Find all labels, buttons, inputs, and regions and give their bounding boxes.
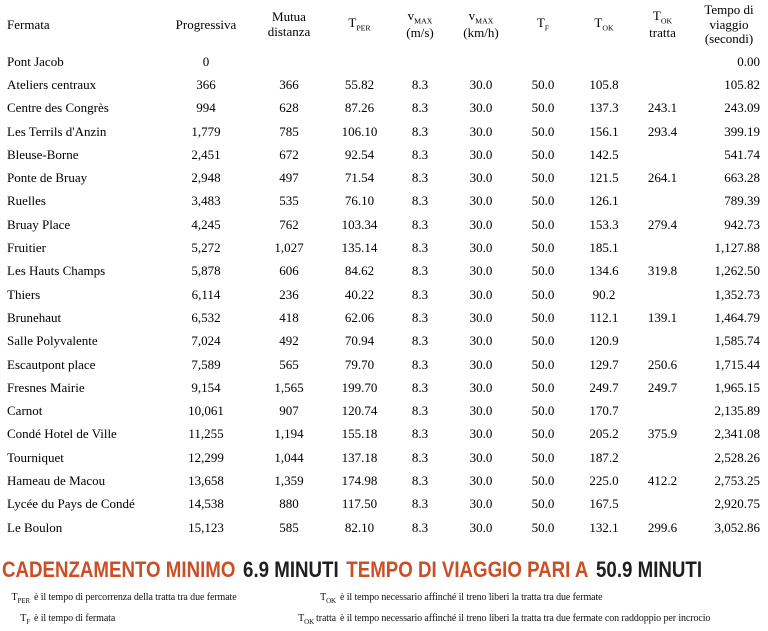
station-name-cell: Pont Jacob <box>7 53 64 69</box>
station-name-cell: Ateliers centraux <box>7 76 97 92</box>
value-cell: 30.0 <box>469 496 493 512</box>
value-cell: 126.1 <box>589 193 619 209</box>
value-cell: 4,245 <box>191 216 221 232</box>
value-cell: 92.54 <box>344 146 375 162</box>
value-cell: 82.10 <box>344 519 375 535</box>
summary-cadenzamento-label: CADENZAMENTO MINIMO <box>2 557 236 583</box>
footnote-tok-label: $T_{OK}$ <box>320 592 336 606</box>
table-row <box>0 423 768 446</box>
value-cell: 120.9 <box>589 333 619 349</box>
value-cell: 50.0 <box>531 263 555 279</box>
value-cell <box>635 190 690 213</box>
value-cell: 205.2 <box>589 426 619 442</box>
table-row <box>0 166 768 189</box>
value-cell: 762 <box>279 216 299 232</box>
value-cell: 375.9 <box>647 426 678 442</box>
value-cell <box>635 283 690 306</box>
value-cell: 243.09 <box>724 100 760 116</box>
value-cell: 187.2 <box>589 449 619 465</box>
value-cell: 2,341.08 <box>714 426 760 442</box>
value-cell: 8.3 <box>411 472 429 488</box>
station-name-cell: Fresnes Mairie <box>7 379 85 395</box>
value-cell: 8.3 <box>411 426 429 442</box>
value-cell: 15,123 <box>188 519 224 535</box>
value-cell: 87.26 <box>344 100 375 116</box>
value-cell: 30.0 <box>469 472 493 488</box>
table-row <box>0 446 768 469</box>
value-cell: 50.0 <box>531 519 555 535</box>
table-body <box>0 50 768 539</box>
footnote-tok-text: è il tempo necessario affinché il treno liberi la tratta tra due fermate <box>340 592 603 604</box>
value-cell: 2,451 <box>191 146 221 162</box>
value-cell: 50.0 <box>531 123 555 139</box>
value-cell: 132.1 <box>589 519 619 535</box>
col-header-tok: $T_{OK}$ <box>594 15 614 33</box>
value-cell: 2,920.75 <box>714 496 760 512</box>
value-cell: 8.3 <box>411 286 429 302</box>
footnote-tper <box>0 592 270 605</box>
value-cell <box>635 493 690 516</box>
station-name-cell: Lycée du Pays de Condé <box>7 496 135 512</box>
value-cell: 1,965.15 <box>714 379 760 395</box>
table-row <box>0 73 768 96</box>
value-cell: 30.0 <box>469 193 493 209</box>
col-header-progressiva: Progressiva <box>175 16 237 32</box>
value-cell: 8.3 <box>411 146 429 162</box>
value-cell: 8.3 <box>411 100 429 116</box>
value-cell: 8.3 <box>411 403 429 419</box>
value-cell: 1,464.79 <box>714 309 760 325</box>
value-cell: 199.70 <box>341 379 378 395</box>
value-cell: 135.14 <box>341 240 378 256</box>
value-cell: 153.3 <box>589 216 619 232</box>
value-cell: 30.0 <box>469 286 493 302</box>
value-cell <box>513 50 573 73</box>
value-cell: 2,753.25 <box>714 472 760 488</box>
value-cell: 535 <box>279 193 299 209</box>
value-cell: 121.5 <box>589 170 619 186</box>
value-cell: 30.0 <box>469 100 493 116</box>
value-cell: 994 <box>196 100 216 116</box>
value-cell: 2,528.26 <box>714 449 760 465</box>
value-cell: 134.6 <box>589 263 619 279</box>
value-cell: 137.3 <box>589 100 619 116</box>
value-cell: 5,878 <box>191 263 221 279</box>
station-name-cell: Les Terrils d'Anzin <box>7 123 107 139</box>
table-row <box>0 97 768 120</box>
footnotes-left-column <box>0 592 270 631</box>
value-cell: 243.1 <box>647 100 678 116</box>
value-cell: 50.0 <box>531 449 555 465</box>
table-row <box>0 376 768 399</box>
value-cell <box>635 236 690 259</box>
value-cell: 155.18 <box>341 426 378 442</box>
value-cell: 30.0 <box>469 216 493 232</box>
value-cell: 785 <box>279 123 299 139</box>
value-cell: 585 <box>279 519 299 535</box>
value-cell <box>328 50 391 73</box>
table-row <box>0 50 768 73</box>
station-name-cell: Centre des Congrès <box>7 100 109 116</box>
station-name-cell: Le Boulon <box>7 519 63 535</box>
value-cell <box>391 50 449 73</box>
value-cell: 7,589 <box>191 356 221 372</box>
table-row <box>0 190 768 213</box>
value-cell: 50.0 <box>531 170 555 186</box>
value-cell: 30.0 <box>469 403 493 419</box>
value-cell: 3,052.86 <box>714 519 760 535</box>
value-cell: 30.0 <box>469 449 493 465</box>
value-cell <box>635 330 690 353</box>
value-cell: 105.82 <box>724 76 760 92</box>
value-cell: 139.1 <box>647 309 678 325</box>
value-cell: 30.0 <box>469 170 493 186</box>
table-row <box>0 306 768 329</box>
value-cell: 1,127.88 <box>714 240 760 256</box>
value-cell: 105.8 <box>589 76 619 92</box>
value-cell: 606 <box>279 263 299 279</box>
value-cell: 129.7 <box>589 356 619 372</box>
footnote-tper-text: è il tempo di percorrenza della tratta tra due fermate <box>34 592 237 604</box>
value-cell: 1,715.44 <box>714 356 760 372</box>
value-cell: 279.4 <box>647 216 678 232</box>
value-cell: 8.3 <box>411 170 429 186</box>
value-cell <box>250 50 328 73</box>
value-cell: 8.3 <box>411 240 429 256</box>
value-cell: 30.0 <box>469 76 493 92</box>
value-cell: 142.5 <box>589 146 619 162</box>
value-cell: 30.0 <box>469 309 493 325</box>
value-cell: 8.3 <box>411 449 429 465</box>
value-cell: 79.70 <box>344 356 375 372</box>
station-name-cell: Escautpont place <box>7 356 96 372</box>
col-header-tok-tratta: $T_{OK}$ tratta <box>649 8 676 41</box>
value-cell: 1,359 <box>274 472 304 488</box>
station-name-cell: Thiers <box>7 286 41 302</box>
footnote-tok-tratta-label: $T_{OK}$ tratta <box>298 613 336 627</box>
table-row <box>0 516 768 539</box>
value-cell: 8.3 <box>411 216 429 232</box>
value-cell: 789.39 <box>724 193 760 209</box>
footnotes <box>0 592 768 631</box>
value-cell: 13,658 <box>188 472 224 488</box>
footnotes-right-column <box>270 592 768 631</box>
value-cell: 8.3 <box>411 379 429 395</box>
value-cell: 50.0 <box>531 100 555 116</box>
col-header-tf: $T_F$ <box>536 15 550 33</box>
value-cell: 7,024 <box>191 333 221 349</box>
value-cell: 628 <box>279 100 299 116</box>
value-cell: 50.0 <box>531 472 555 488</box>
value-cell: 106.10 <box>341 123 378 139</box>
value-cell: 50.0 <box>531 309 555 325</box>
footnote-tok <box>270 592 768 605</box>
value-cell: 249.7 <box>647 379 678 395</box>
value-cell: 62.06 <box>344 309 375 325</box>
table-row <box>0 399 768 422</box>
table-row <box>0 353 768 376</box>
table-row <box>0 493 768 516</box>
value-cell: 50.0 <box>531 379 555 395</box>
value-cell: 8.3 <box>411 496 429 512</box>
value-cell: 264.1 <box>647 170 678 186</box>
value-cell: 225.0 <box>589 472 619 488</box>
value-cell: 8.3 <box>411 519 429 535</box>
value-cell: 30.0 <box>469 519 493 535</box>
value-cell: 249.7 <box>589 379 619 395</box>
value-cell: 30.0 <box>469 356 493 372</box>
value-cell: 10,061 <box>188 403 224 419</box>
table-row <box>0 330 768 353</box>
footnote-tok-tratta-text: è il tempo necessario affinché il treno liberi la tratta tra due fermate con raddoppio per incrocio <box>340 613 711 625</box>
value-cell: 8.3 <box>411 333 429 349</box>
value-cell: 11,255 <box>188 426 224 442</box>
value-cell: 40.22 <box>344 286 375 302</box>
value-cell <box>449 50 513 73</box>
value-cell: 70.94 <box>344 333 375 349</box>
value-cell: 50.0 <box>531 240 555 256</box>
value-cell: 299.6 <box>647 519 678 535</box>
value-cell: 6,532 <box>191 309 221 325</box>
value-cell: 50.0 <box>531 216 555 232</box>
value-cell: 50.0 <box>531 403 555 419</box>
value-cell: 71.54 <box>344 170 375 186</box>
value-cell: 8.3 <box>411 76 429 92</box>
footnote-tf <box>0 613 270 626</box>
table-row <box>0 213 768 236</box>
station-name-cell: Carnot <box>7 403 43 419</box>
value-cell: 293.4 <box>647 123 678 139</box>
summary-banner <box>2 557 703 583</box>
table-row <box>0 143 768 166</box>
station-name-cell: Hameau de Macou <box>7 472 106 488</box>
value-cell: 399.19 <box>724 123 760 139</box>
header-row <box>0 0 768 50</box>
value-cell: 1,352.73 <box>714 286 760 302</box>
table-row <box>0 260 768 283</box>
station-name-cell: Ruelles <box>7 193 46 209</box>
summary-tempo-value: 50.9 MINUTI <box>596 557 703 583</box>
station-name-cell: Fruitier <box>7 240 46 256</box>
value-cell <box>635 143 690 166</box>
value-cell <box>635 73 690 96</box>
value-cell: 12,299 <box>188 449 224 465</box>
value-cell: 50.0 <box>531 146 555 162</box>
value-cell: 112.1 <box>589 309 619 325</box>
value-cell: 1,262.50 <box>714 263 760 279</box>
value-cell: 8.3 <box>411 356 429 372</box>
value-cell: 0.00 <box>737 53 760 69</box>
footnote-tok-tratta <box>270 613 768 626</box>
summary-cadenzamento-value: 6.9 MINUTI <box>243 557 339 583</box>
value-cell: 167.5 <box>589 496 619 512</box>
footnote-tf-label: $T_F$ <box>20 613 30 627</box>
value-cell: 30.0 <box>469 240 493 256</box>
value-cell: 672 <box>279 146 299 162</box>
value-cell: 8.3 <box>411 263 429 279</box>
value-cell: 50.0 <box>531 333 555 349</box>
col-header-tempo-di-viaggio: Tempo di viaggio (secondi) <box>704 2 754 47</box>
value-cell: 174.98 <box>341 472 378 488</box>
value-cell: 84.62 <box>344 263 375 279</box>
footnote-tf-text: è il tempo di fermata <box>34 613 116 625</box>
station-name-cell: Bleuse-Borne <box>7 146 79 162</box>
value-cell: 30.0 <box>469 426 493 442</box>
value-cell: 942.73 <box>724 216 760 232</box>
station-name-cell: Bruay Place <box>7 216 71 232</box>
value-cell: 8.3 <box>411 123 429 139</box>
value-cell: 185.1 <box>589 240 619 256</box>
value-cell: 50.0 <box>531 496 555 512</box>
value-cell: 55.82 <box>344 76 375 92</box>
table-row <box>0 283 768 306</box>
value-cell <box>635 399 690 422</box>
value-cell: 30.0 <box>469 123 493 139</box>
table-row <box>0 236 768 259</box>
value-cell: 8.3 <box>411 309 429 325</box>
value-cell: 1,044 <box>274 449 304 465</box>
value-cell: 1,194 <box>274 426 304 442</box>
value-cell: 50.0 <box>531 426 555 442</box>
col-header-vmax-kmh: $v_{MAX}$ (km/h) <box>463 8 499 41</box>
value-cell: 3,483 <box>191 193 221 209</box>
value-cell: 1,585.74 <box>714 333 760 349</box>
value-cell: 497 <box>279 170 299 186</box>
value-cell: 366 <box>279 76 299 92</box>
station-name-cell: Brunehaut <box>7 309 62 325</box>
value-cell: 366 <box>196 76 216 92</box>
value-cell: 2,135.89 <box>714 403 760 419</box>
value-cell: 418 <box>279 309 299 325</box>
value-cell: 50.0 <box>531 193 555 209</box>
value-cell: 907 <box>279 403 299 419</box>
value-cell: 90.2 <box>592 286 616 302</box>
station-name-cell: Tourniquet <box>7 449 64 465</box>
value-cell: 76.10 <box>344 193 375 209</box>
value-cell: 1,565 <box>274 379 304 395</box>
col-header-fermata: Fermata <box>7 16 50 32</box>
value-cell: 0 <box>202 53 210 69</box>
value-cell: 120.74 <box>341 403 378 419</box>
value-cell: 156.1 <box>589 123 619 139</box>
value-cell: 1,779 <box>191 123 221 139</box>
station-name-cell: Les Hauts Champs <box>7 263 106 279</box>
value-cell: 137.18 <box>341 449 378 465</box>
value-cell <box>635 50 690 73</box>
value-cell: 50.0 <box>531 356 555 372</box>
value-cell: 236 <box>279 286 299 302</box>
value-cell: 880 <box>279 496 299 512</box>
value-cell <box>635 446 690 469</box>
value-cell: 541.74 <box>724 146 760 162</box>
summary-tempo-label: TEMPO DI VIAGGIO PARI A <box>346 557 589 583</box>
value-cell: 663.28 <box>724 170 760 186</box>
col-header-vmax-ms: $v_{MAX}$ (m/s) <box>406 8 434 41</box>
value-cell: 14,538 <box>188 496 224 512</box>
station-name-cell: Condé Hotel de Ville <box>7 426 117 442</box>
station-name-cell: Salle Polyvalente <box>7 333 98 349</box>
value-cell: 30.0 <box>469 263 493 279</box>
value-cell: 412.2 <box>647 472 678 488</box>
value-cell: 30.0 <box>469 146 493 162</box>
value-cell: 6,114 <box>191 286 221 302</box>
value-cell: 117.50 <box>341 496 378 512</box>
value-cell: 103.34 <box>341 216 378 232</box>
value-cell: 9,154 <box>191 379 221 395</box>
value-cell: 492 <box>279 333 299 349</box>
value-cell: 5,272 <box>191 240 221 256</box>
value-cell: 30.0 <box>469 333 493 349</box>
value-cell: 8.3 <box>411 193 429 209</box>
value-cell: 170.7 <box>589 403 619 419</box>
value-cell: 1,027 <box>274 240 304 256</box>
footnote-tper-label: $T_{PER}$ <box>11 592 30 606</box>
table-row <box>0 120 768 143</box>
value-cell: 50.0 <box>531 76 555 92</box>
value-cell: 30.0 <box>469 379 493 395</box>
col-header-mutua-distanza: Mutua distanza <box>267 9 311 39</box>
col-header-tper: $T_{PER}$ <box>348 15 371 33</box>
value-cell <box>573 50 635 73</box>
value-cell: 50.0 <box>531 286 555 302</box>
station-name-cell: Ponte de Bruay <box>7 170 88 186</box>
value-cell: 2,948 <box>191 170 221 186</box>
value-cell: 250.6 <box>647 356 678 372</box>
table-row <box>0 469 768 492</box>
value-cell: 319.8 <box>647 263 678 279</box>
value-cell: 565 <box>279 356 299 372</box>
